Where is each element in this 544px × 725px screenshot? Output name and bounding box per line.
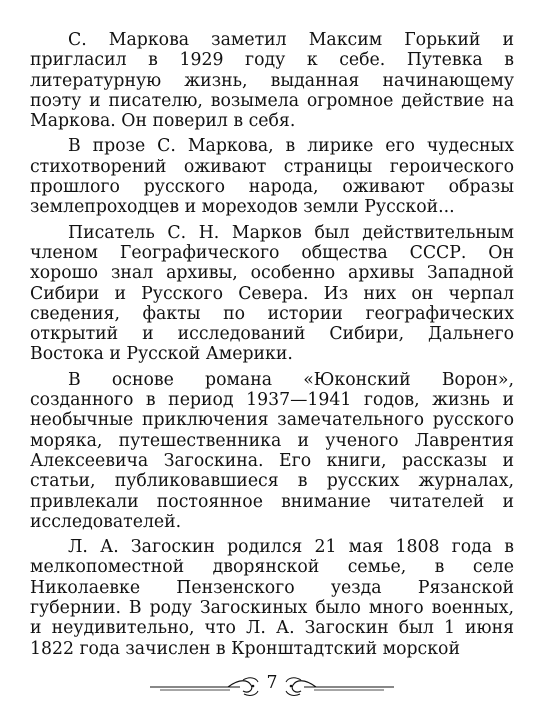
paragraph-5: Л. А. Загоскин родился 21 мая 1808 года в мелкопоместной дворянской семье, в селе Николаевке Пензенского уезда Рязанской губернии. В роду Загоскиных было много военных, и неудивительно, что Л. А. Загоскин был 1 июня 1822 года зачислен в Кронштадтский морской xyxy=(30,537,514,659)
paragraph-4: В основе романа «Юконский Ворон», созданного в период 1937—1941 годов, жизнь и необычные приключения замечательного русского моряка, путешественника и ученого Лаврентия Алексеевича Загоскина. Его книги, рассказы и статьи, публиковавшиеся в русских журналах, привлекали постоянное внимание читателей и исследователей. xyxy=(30,369,514,532)
paragraph-3: Писатель С. Н. Марков был действительным членом Географического общества СССР. Он хорошо знал архивы, особенно архивы Западной Сибири и Русского Севера. Из них он черпал сведения, факты по истории географических открытий и исследований Сибири, Дальнего Востока и Русской Америки. xyxy=(30,222,514,365)
page-number: 7 xyxy=(266,673,278,693)
right-ornament-icon xyxy=(274,674,394,698)
paragraph-1: С. Маркова заметил Максим Горький и пригласил в 1929 году к себе. Путевка в литературную жизнь, выданная начинающему поэту и писателю, возымела огромное действие на Маркова. Он поверил в себя. xyxy=(30,30,514,132)
page-footer xyxy=(0,672,544,702)
page-text xyxy=(30,30,514,664)
paragraph-2: В прозе С. Маркова, в лирике его чудесных стихотворений оживают страницы героического прошлого русского народа, оживают образы землепроходцев и мореходов земли Русской... xyxy=(30,136,514,218)
